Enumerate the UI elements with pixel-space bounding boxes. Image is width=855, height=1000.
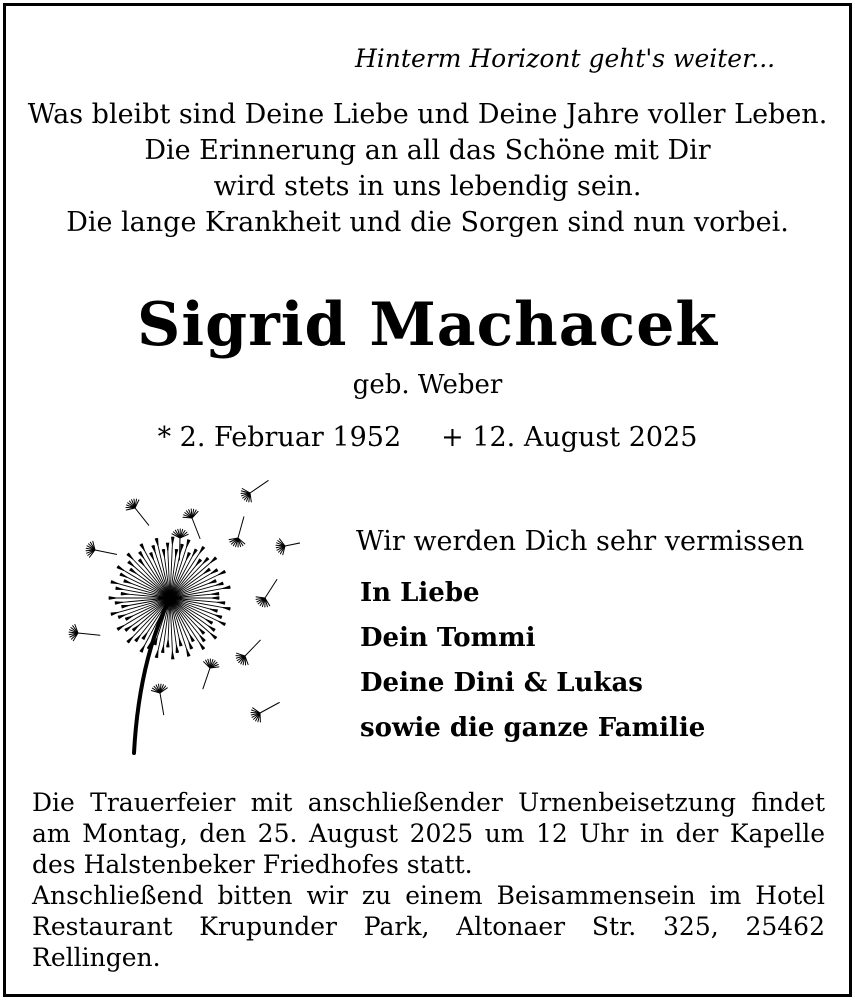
service-notice xyxy=(32,787,825,973)
signer-line: Deine Dini & Lukas xyxy=(360,668,643,698)
gathering-text: Anschließend bitten wir zu einem Beisammensein im Hotel Restaurant Krupunder Park, Altonaer Str. 325, 25462 Rellingen. xyxy=(32,881,825,972)
signers xyxy=(360,575,705,755)
signer-line: In Liebe xyxy=(360,578,480,608)
dandelion-icon xyxy=(60,478,300,763)
death-date: + 12. August 2025 xyxy=(441,422,698,453)
signer-line: Dein Tommi xyxy=(360,623,536,653)
deceased-name: Sigrid Machacek xyxy=(137,290,718,360)
miss-line: Wir werden Dich sehr vermissen xyxy=(356,526,805,557)
verse-line: wird stets in uns lebendig sein. xyxy=(213,171,642,202)
ceremony-text: Die Trauerfeier mit anschließender Urnenbeisetzung findet am Montag, den 25. August 2025 um 12 Uhr in der Kapelle des Halstenbeker Friedhofes statt. xyxy=(32,788,825,879)
motto: Hinterm Horizont geht's weiter... xyxy=(355,44,776,73)
signer-line: sowie die ganze Familie xyxy=(360,713,706,743)
maiden-name: geb. Weber xyxy=(352,370,503,400)
verse xyxy=(0,97,855,241)
verse-line: Die lange Krankheit und die Sorgen sind nun vorbei. xyxy=(66,207,789,238)
life-dates xyxy=(0,422,855,453)
birth-date: * 2. Februar 1952 xyxy=(157,422,402,453)
verse-line: Was bleibt sind Deine Liebe und Deine Jahre voller Leben. xyxy=(27,99,828,130)
verse-line: Die Erinnerung an all das Schöne mit Dir xyxy=(144,135,711,166)
